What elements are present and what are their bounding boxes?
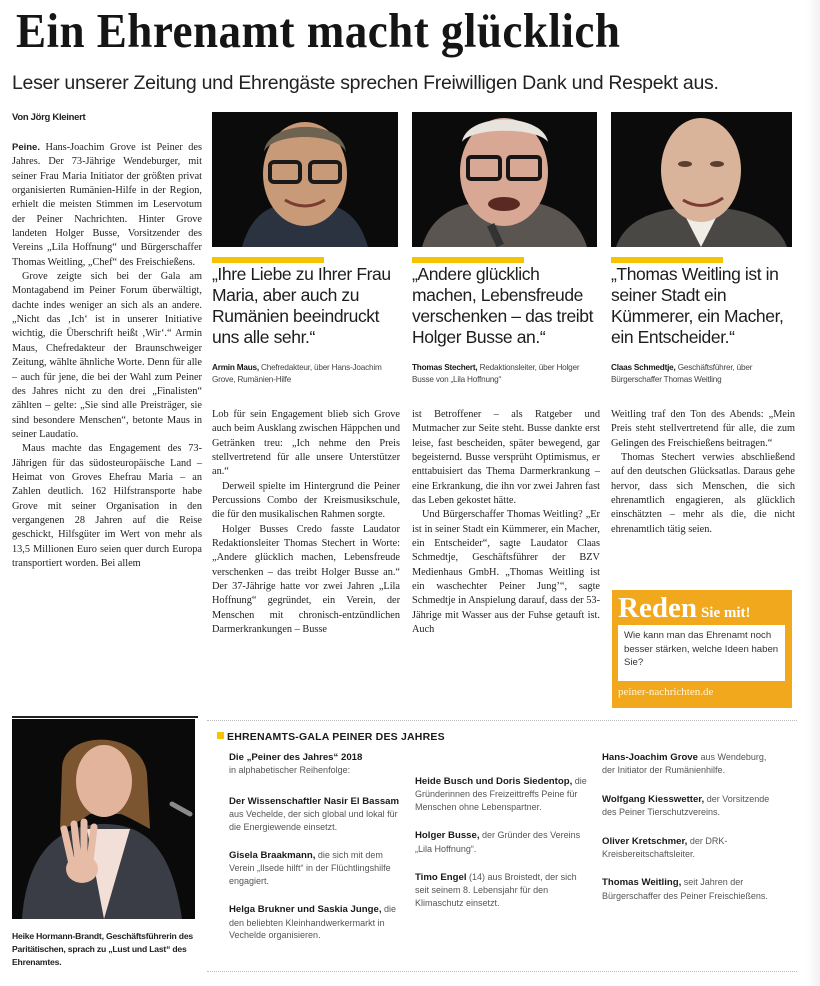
list-item [602,751,774,777]
paragraph: ist Betroffener – als Ratgeber und Mutmacher zur Seite steht. Busse dankte erst leise, fast bescheiden, später bewegend, gar begeisternd. Busse versprüht Optimismus, er enttabuisiert das Thema Darmerkrankung – eine Erkrankung, die ihn vor zwei Jahren fast das Leben gekostet hätte. [412,409,600,507]
quote-source [212,362,400,385]
page-edge-shadow [806,0,820,986]
quote-accent-bar [611,257,723,263]
list-item [415,871,587,909]
portrait-photo-claas-schmedtje [611,112,792,247]
section-divider [12,716,198,718]
entry-text: die sich mit dem Verein „Ilsede hilft“ in der Flüchtlingshilfe engagiert. [229,850,391,886]
paragraph: Holger Busses Credo fasste Laudator Redaktionsleiter Thomas Stechert in Worte: „Andere glücklich machen, Lebensfreude verschenken – das treibt Holger Busse an.“ Der 37-Jährige hatte vor zwei Jahren „Lila Hoffnung“ gegründet, ein Verein, der Menschen mit chronisch-entzündlichen Darmerkrankungen – Busse [212,523,400,636]
promo-title-small: Sie mit! [700,605,751,621]
speaker-photo [12,719,195,919]
entry-text: die Gründerinnen des Freizeittreffs Peine für Menschen ohne Lebenspartner. [415,776,587,812]
list-item [229,849,401,887]
list-item [415,775,587,813]
article-column-3 [412,408,600,638]
gala-info-box [207,720,797,972]
paragraph [12,141,202,270]
entry-name: Heide Busch und Doris Siedentop, [415,776,573,787]
quote-text: „Ihre Liebe zu Ihrer Frau Maria, aber auch zu Rumänien beeindruckt uns alle sehr.“ [212,264,391,347]
entry-name: Die „Peiner des Jahres“ 2018 [229,752,363,763]
entry-text: in alphabetischer Reihenfolge: [229,765,351,776]
quote-author-role: Geschäftsführer, über Bürgerschaffer Thomas Weitling [611,363,753,384]
paragraph: Weitling traf den Ton des Abends: „Mein Preis steht stellvertretend für alle, die zum Gelingen des Freischießens beitragen.“ [611,409,795,449]
entry-name: Timo Engel [415,872,467,884]
list-item [602,793,774,819]
entry-name: Wolfgang Kiesswetter, [602,793,705,805]
info-column-3 [602,751,774,918]
dateline: Peine. [12,142,40,153]
quote-author-role: Chefredakteur, über Hans-Joachim Grove, Rumänien-Hilfe [212,363,382,384]
quote-text: „Thomas Weitling ist in seiner Stadt ein Kümmerer, ein Macher, ein Entscheider.“ [611,264,784,347]
info-column-1 [229,751,401,957]
headline: Ein Ehrenamt macht glücklich [16,3,621,58]
article-column-4 [611,408,795,537]
paragraph: Maus machte das Engagement des 73-Jährigen für das südosteuropäische Land – Heimat von Groves Ehefrau Maria – an Zahlen deutlich. 162 Hilfstransporte habe Grove mit seiner Organisation in den vergangenen 28 Jahren auf die Reise geschickt, Hilfsgüter im Wert von mehr als 13,5 Millionen Euro seien quer durch Europa transportiert worden. Bei allem [12,443,202,569]
entry-name: Oliver Kretschmer, [602,835,688,847]
quote-text: „Andere glücklich machen, Lebensfreude verschenken – das treibt Holger Busse an.“ [412,264,594,347]
portrait-photo-armin-maus [212,112,398,247]
quote-source [412,362,600,385]
entry-text: (14) aus Broistedt, der sich seit seinem 8. Lebensjahr für den Klimaschutz einsetzt. [415,872,577,908]
byline: Von Jörg Kleinert [12,112,86,123]
quote-accent-bar [212,257,324,263]
yellow-square-icon [217,732,224,739]
quote-source [611,362,795,385]
paragraph: Lob für sein Engagement blieb sich Grove auch beim Ausklang zwischen Häppchen und Getränken treu: „Ich nehme den Preis stellvertretend für alle unsere Unterstützer an.“ [212,409,400,478]
promo-title [618,592,751,625]
list-item [229,903,401,941]
quote-author: Armin Maus, [212,363,259,372]
article-column-2 [212,408,400,638]
info-box-title-text: EHRENAMTS-GALA PEINER DES JAHRES [227,731,445,743]
speaker-illustration [12,719,195,919]
portrait-illustration [212,112,398,247]
entry-text: der Vorsitzende des Peiner Tierschutzvereins. [602,793,770,818]
info-box-title [217,731,445,743]
entry-text: aus Wendeburg, der Initiator der Rumänienhilfe. [602,752,767,776]
promo-question: Wie kann man das Ehrenamt noch besser stärken, welche Ideen haben Sie? [618,625,785,681]
reader-feedback-promo[interactable] [612,590,792,708]
entry-text: aus Vechelde, der sich global und lokal für die Energiewende einsetzt. [229,809,398,832]
entry-name: Gisela Braakmann, [229,850,316,862]
list-item [415,829,587,855]
quote-author-role: Redaktionsleiter, über Holger Busse von „Lila Hoffnung“ [412,363,580,384]
portrait-photo-thomas-stechert [412,112,597,247]
entry-name: Hans-Joachim Grove [602,752,698,763]
article-column-1 [12,141,202,571]
quote-accent-bar [412,257,524,263]
list-item [229,795,401,833]
list-item [415,735,587,759]
paragraph: Derweil spielte im Hintergrund die Peiner Percussions Combo der Kreismusikschule, die für den musikalischen Rahmen sorgte. [212,480,400,521]
quote-author: Thomas Stechert, [412,363,478,372]
list-item [229,751,401,777]
photo-caption: Heike Hormann-Brandt, Geschäftsführerin des Paritätischen, sprach zu „Lust und Last“ des Ehrenamtes. [12,931,193,967]
entry-name: Holger Busse, [415,830,480,842]
promo-url-link[interactable]: peiner-nachrichten.de [618,686,714,698]
paragraph-text: Hans-Joachim Grove ist Peiner des Jahres. Der 73-Jährige Wendeburger, mit seiner Frau Maria Initiator der größten privat organisierten Rumänien-Hilfe in der Region, erhielt die meisten Stimmen im Leservotum der Peiner Nachrichten. Hinter Grove landeten Holger Busse, Vorsitzender des Vereins „Lila Hoffnung“ und Bürgerschaffer Thomas Weitling, „Chef“ des Freischießens. [12,142,203,268]
portrait-illustration [611,112,792,247]
portrait-illustration [412,112,597,247]
entry-text: die den beliebten Kleinhandwerkermarkt in Vechelde organisieren. [229,904,397,941]
quote-author: Claas Schmedtje, [611,363,676,372]
paragraph: Thomas Stechert verwies abschließend auf den deutschen Glücksatlas. Daraus gehe hervor, dass sich Menschen, die sich ehrenamtlich engagieren, als glücklich einschätzten – mehr als die, die nicht ehrenamtlich tätig seien. [611,452,795,535]
entry-text: der DRK-Kreisbereitschaftsleiter. [602,835,728,860]
promo-title-big: Reden [618,592,697,624]
list-item [602,835,774,861]
paragraph: Und Bürgerschaffer Thomas Weitling? „Er ist in seiner Stadt ein Kümmerer, ein Macher, ein Entscheider“, sagte Laudator Claas Schmedtje, Geschäftsführer der BZV Medienhaus GmbH. „Thomas Weitling ist ein waschechter Peiner Jung’“, sagte Schmedtje in Anspielung darauf, dass der 53-Jährige mit Wasser aus der Fuhse getauft ist. Auch [412,509,600,636]
subheadline: Leser unserer Zeitung und Ehrengäste sprechen Freiwilligen Dank und Respekt aus. [12,72,719,94]
entry-name: Thomas Weitling, [602,877,682,889]
info-column-2 [415,735,587,925]
entry-name: Helga Brukner und Saskia Junge, [229,904,382,916]
entry-text: seit Jahren der Bürgerschaffer des Peiner Freischießens. [602,877,768,901]
entry-text: der Gründer des Vereins „Lila Hoffnung“. [415,830,581,854]
list-item [602,876,774,902]
paragraph: Grove zeigte sich bei der Gala am Montagabend im Peiner Forum überwältigt, dachte indes weniger an sich als an andere. „Nicht das ‚Ich‘ ist in unserer Initiative wichtig, die Überschrift heißt ‚Wir‘.“ Armin Maus, Chefredakteur der Braunschweiger Zeitung, wählte ähnliche Worte. Denn für alle – auch für jene, die bei der Wahl zum Peiner des Jahres nicht zu den drei „Finalisten“ zählten – gelte: „Sie sind alle Preisträger, sie sind besondere Menschen“, betonte Maus in seiner Laudatio. [12,271,202,440]
entry-name: Der Wissenschaftler Nasir El Bassam [229,795,400,807]
